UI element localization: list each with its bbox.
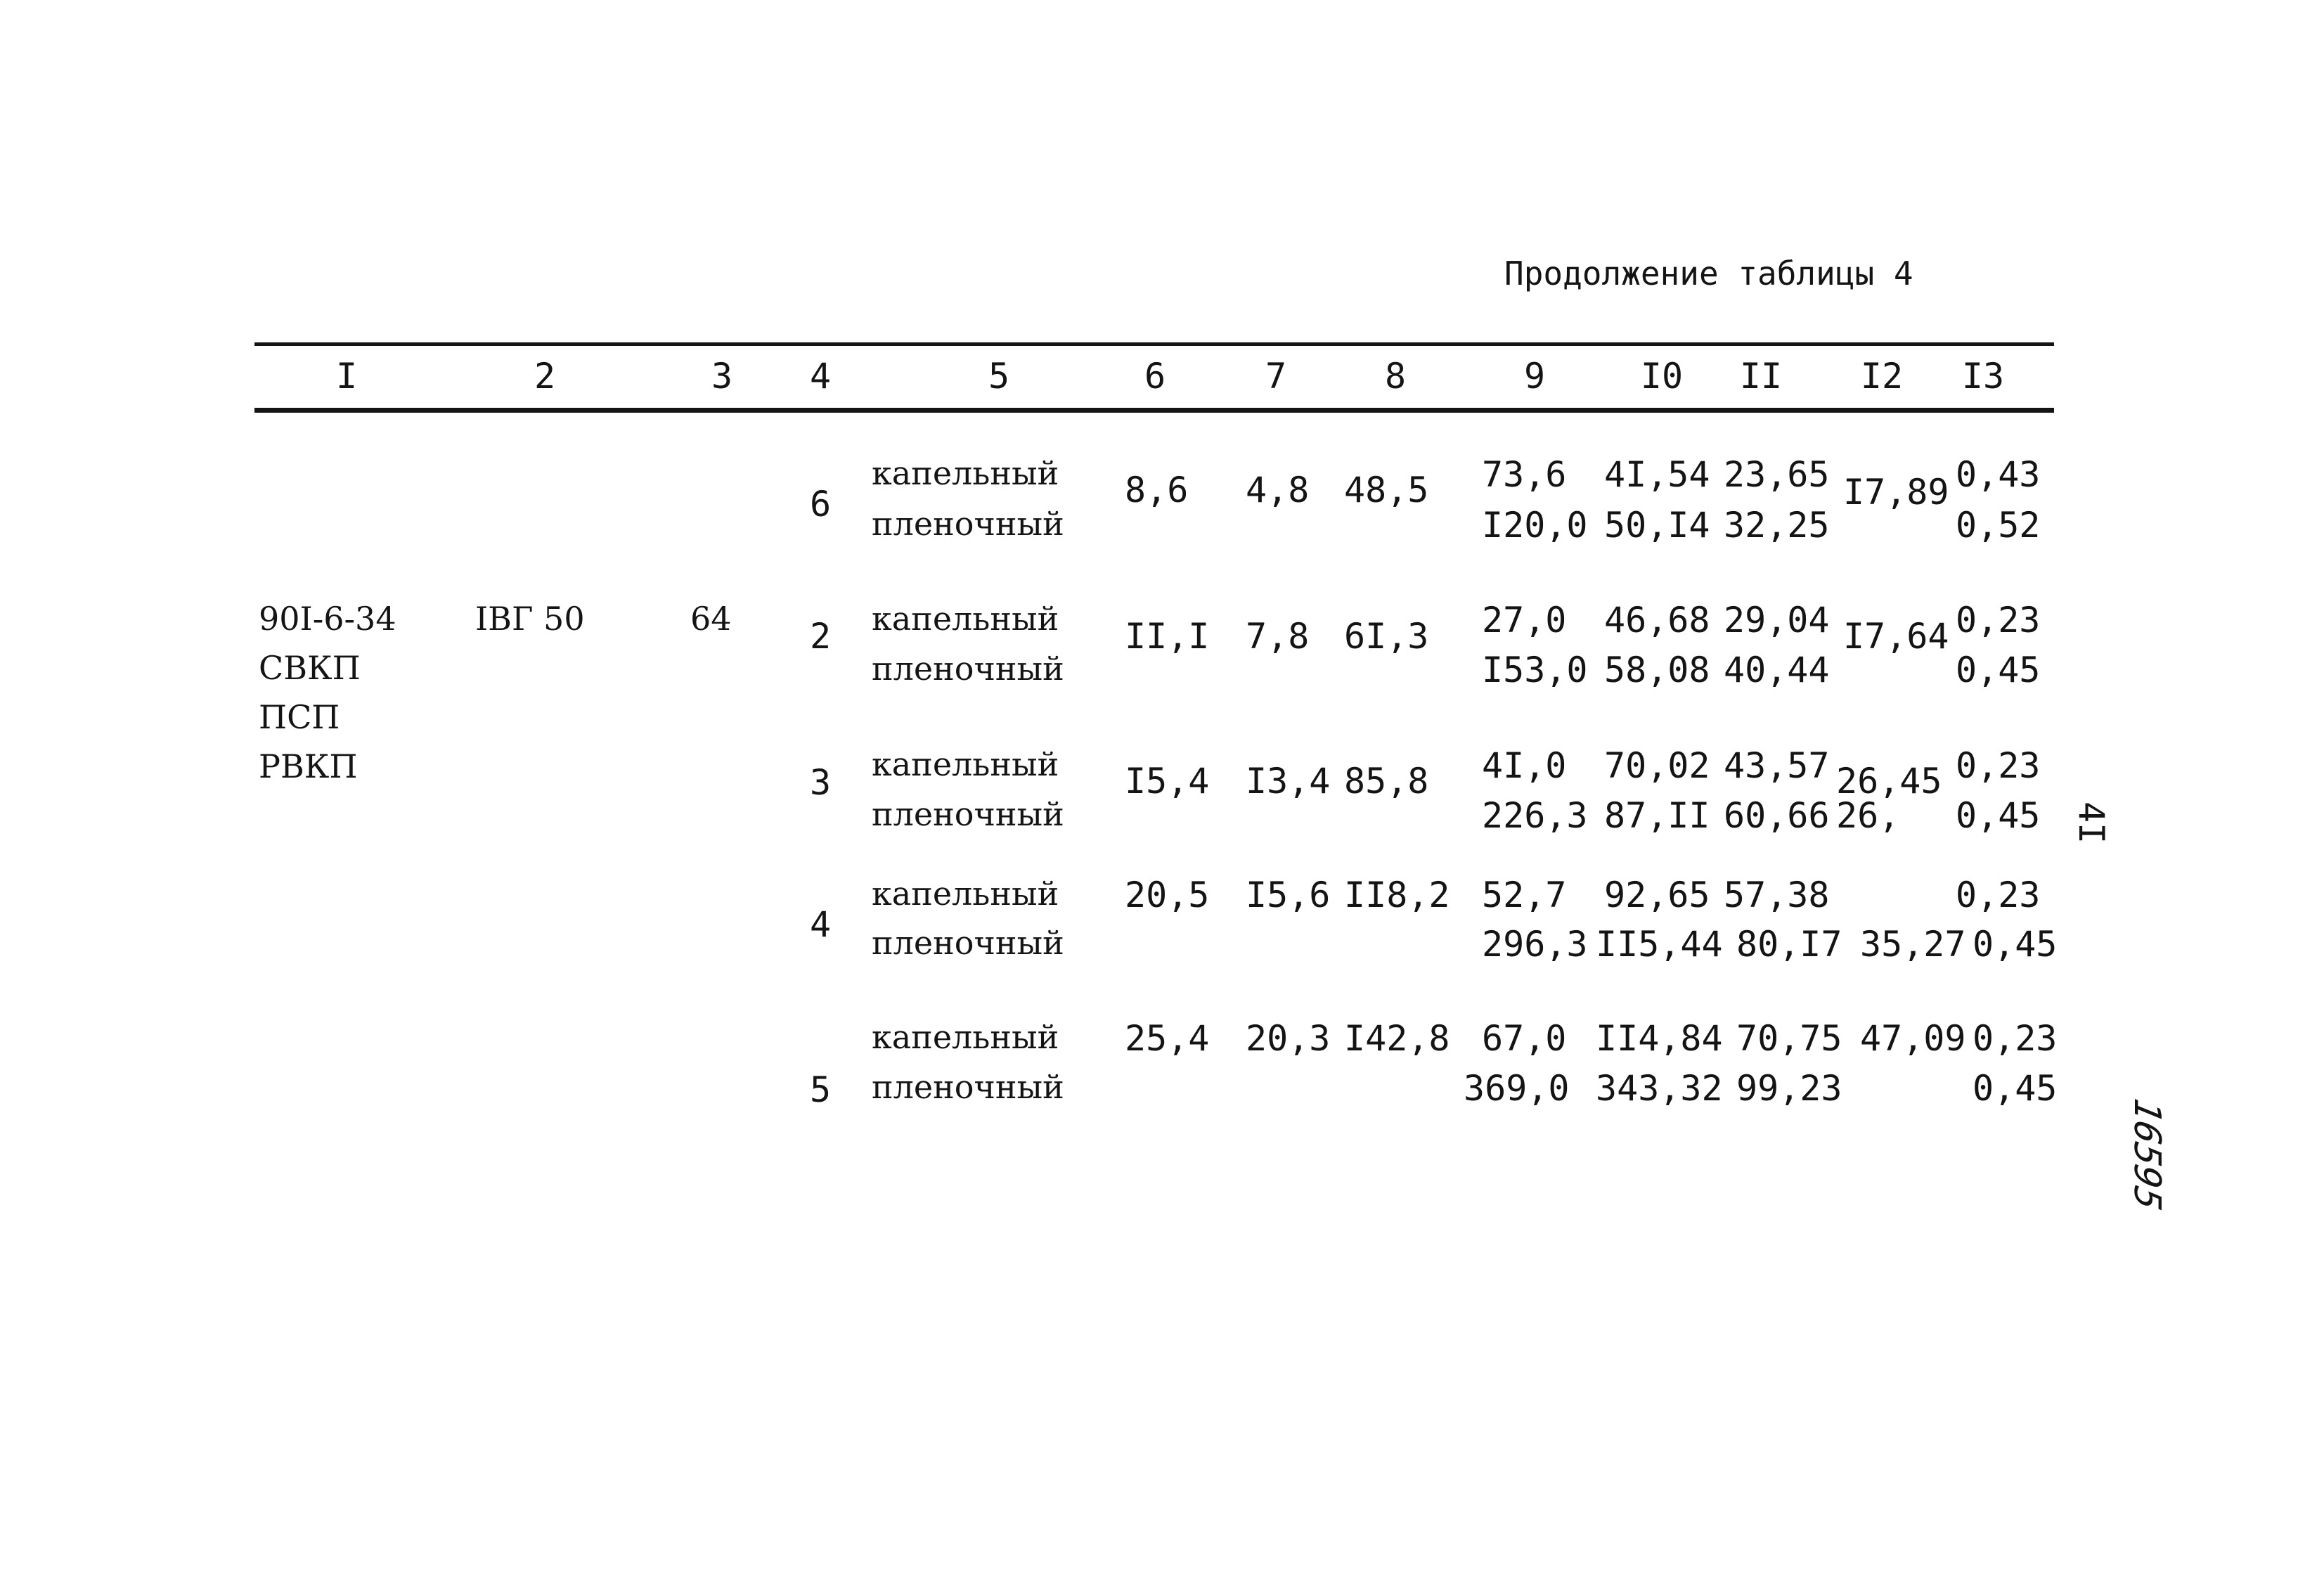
cell-col9-drip: 4I,0 <box>1482 745 1567 786</box>
row-number: 3 <box>809 762 832 803</box>
cell-col8: 6I,3 <box>1344 616 1429 657</box>
row-number: 6 <box>809 484 832 524</box>
cell-col12: I7,89 <box>1843 472 1949 513</box>
cell-col10-drip: 70,02 <box>1604 745 1710 786</box>
table-header-rule <box>254 408 2054 413</box>
row-number: 5 <box>809 1069 832 1110</box>
cell-col7: 4,8 <box>1246 470 1310 510</box>
cell-col12-drip: 47,09 <box>1860 1018 1966 1059</box>
col-header-12: I2 <box>1860 356 1904 397</box>
type-drip: капельный <box>872 1018 1059 1056</box>
project-col2: IВГ 50 <box>475 600 585 638</box>
cell-col11-film: 40,44 <box>1724 650 1830 690</box>
cell-col7: I3,4 <box>1246 761 1331 802</box>
stamp-number: 16595 <box>2126 1095 2168 1214</box>
cell-col6: II,I <box>1125 616 1210 657</box>
project-col3: 64 <box>690 600 732 638</box>
project-code-4: РВКП <box>259 747 358 785</box>
cell-col9-film: 296,3 <box>1482 924 1588 965</box>
cell-col8: I42,8 <box>1344 1018 1450 1059</box>
cell-col9-drip: 67,0 <box>1482 1018 1567 1059</box>
cell-col9-film: I53,0 <box>1482 650 1588 690</box>
cell-col13-drip: 0,43 <box>1956 454 2041 495</box>
cell-col12-drip: 26,45 <box>1836 761 1942 802</box>
cell-col12-film: 35,27 <box>1860 924 1966 965</box>
cell-col12: I7,64 <box>1843 616 1949 657</box>
cell-col11-drip: 43,57 <box>1724 745 1830 786</box>
cell-col6: I5,4 <box>1125 761 1210 802</box>
cell-col13-drip: 0,23 <box>1956 600 2041 641</box>
cell-col11-film: 80,I7 <box>1736 924 1842 965</box>
cell-col13-film: 0,52 <box>1956 505 2041 546</box>
cell-col9-drip: 27,0 <box>1482 600 1567 641</box>
col-header-6: 6 <box>1144 356 1166 397</box>
row-number: 2 <box>809 616 832 657</box>
cell-col8: 85,8 <box>1344 761 1429 802</box>
row-number: 4 <box>809 904 832 945</box>
cell-col12-film: 26, <box>1836 795 1900 836</box>
cell-col8: II8,2 <box>1344 875 1450 915</box>
cell-col9-film: 369,0 <box>1464 1068 1570 1109</box>
cell-col11-film: 60,66 <box>1724 795 1830 836</box>
type-film: пленочный <box>872 505 1064 543</box>
cell-col10-film: 87,II <box>1604 795 1710 836</box>
type-drip: капельный <box>872 875 1059 913</box>
cell-col6: 20,5 <box>1125 875 1210 915</box>
cell-col13-film: 0,45 <box>1956 795 2041 836</box>
col-header-5: 5 <box>988 356 1010 397</box>
cell-col10-drip: 92,65 <box>1604 875 1710 915</box>
cell-col7: I5,6 <box>1246 875 1331 915</box>
cell-col10-drip: 4I,54 <box>1604 454 1710 495</box>
col-header-1: I <box>335 356 358 397</box>
col-header-10: I0 <box>1640 356 1684 397</box>
col-header-8: 8 <box>1384 356 1407 397</box>
cell-col10-film: 58,08 <box>1604 650 1710 690</box>
cell-col11-film: 32,25 <box>1724 505 1830 546</box>
type-drip: капельный <box>872 454 1059 492</box>
cell-col6: 8,6 <box>1125 470 1189 510</box>
cell-col10-drip: II4,84 <box>1596 1018 1723 1059</box>
cell-col13-drip: 0,23 <box>1956 745 2041 786</box>
cell-col11-film: 99,23 <box>1736 1068 1842 1109</box>
project-code: 90I-6-34 <box>259 600 396 638</box>
table-caption: Продолжение таблицы 4 <box>1504 255 1913 292</box>
cell-col8: 48,5 <box>1344 470 1429 510</box>
col-header-3: 3 <box>711 356 733 397</box>
cell-col11-drip: 70,75 <box>1736 1018 1842 1059</box>
cell-col13-drip: 0,23 <box>1956 875 2041 915</box>
cell-col9-film: I20,0 <box>1482 505 1588 546</box>
cell-col7: 20,3 <box>1246 1018 1331 1059</box>
cell-col11-drip: 57,38 <box>1724 875 1830 915</box>
cell-col10-film: 343,32 <box>1596 1068 1723 1109</box>
cell-col13-film: 0,45 <box>1973 1068 2058 1109</box>
page-number: 4I <box>2071 802 2112 844</box>
type-drip: капельный <box>872 745 1059 783</box>
cell-col10-film: 50,I4 <box>1604 505 1710 546</box>
col-header-9: 9 <box>1523 356 1546 397</box>
cell-col7: 7,8 <box>1246 616 1310 657</box>
cell-col13-film: 0,45 <box>1973 924 2058 965</box>
cell-col9-drip: 73,6 <box>1482 454 1567 495</box>
cell-col9-drip: 52,7 <box>1482 875 1567 915</box>
cell-col6: 25,4 <box>1125 1018 1210 1059</box>
project-code-3: ПСП <box>259 698 340 736</box>
cell-col13-drip: 0,23 <box>1973 1018 2058 1059</box>
type-film: пленочный <box>872 1068 1064 1106</box>
project-code-2: СВКП <box>259 649 361 687</box>
cell-col11-drip: 29,04 <box>1724 600 1830 641</box>
cell-col9-film: 226,3 <box>1482 795 1588 836</box>
col-header-4: 4 <box>809 356 832 397</box>
cell-col13-film: 0,45 <box>1956 650 2041 690</box>
type-film: пленочный <box>872 924 1064 962</box>
cell-col10-drip: 46,68 <box>1604 600 1710 641</box>
cell-col11-drip: 23,65 <box>1724 454 1830 495</box>
cell-col10-film: II5,44 <box>1596 924 1723 965</box>
table-top-rule <box>254 342 2054 346</box>
type-film: пленочный <box>872 650 1064 688</box>
col-header-7: 7 <box>1265 356 1287 397</box>
type-film: пленочный <box>872 795 1064 833</box>
col-header-2: 2 <box>534 356 556 397</box>
type-drip: капельный <box>872 600 1059 638</box>
col-header-13: I3 <box>1961 356 2005 397</box>
col-header-11: II <box>1739 356 1783 397</box>
